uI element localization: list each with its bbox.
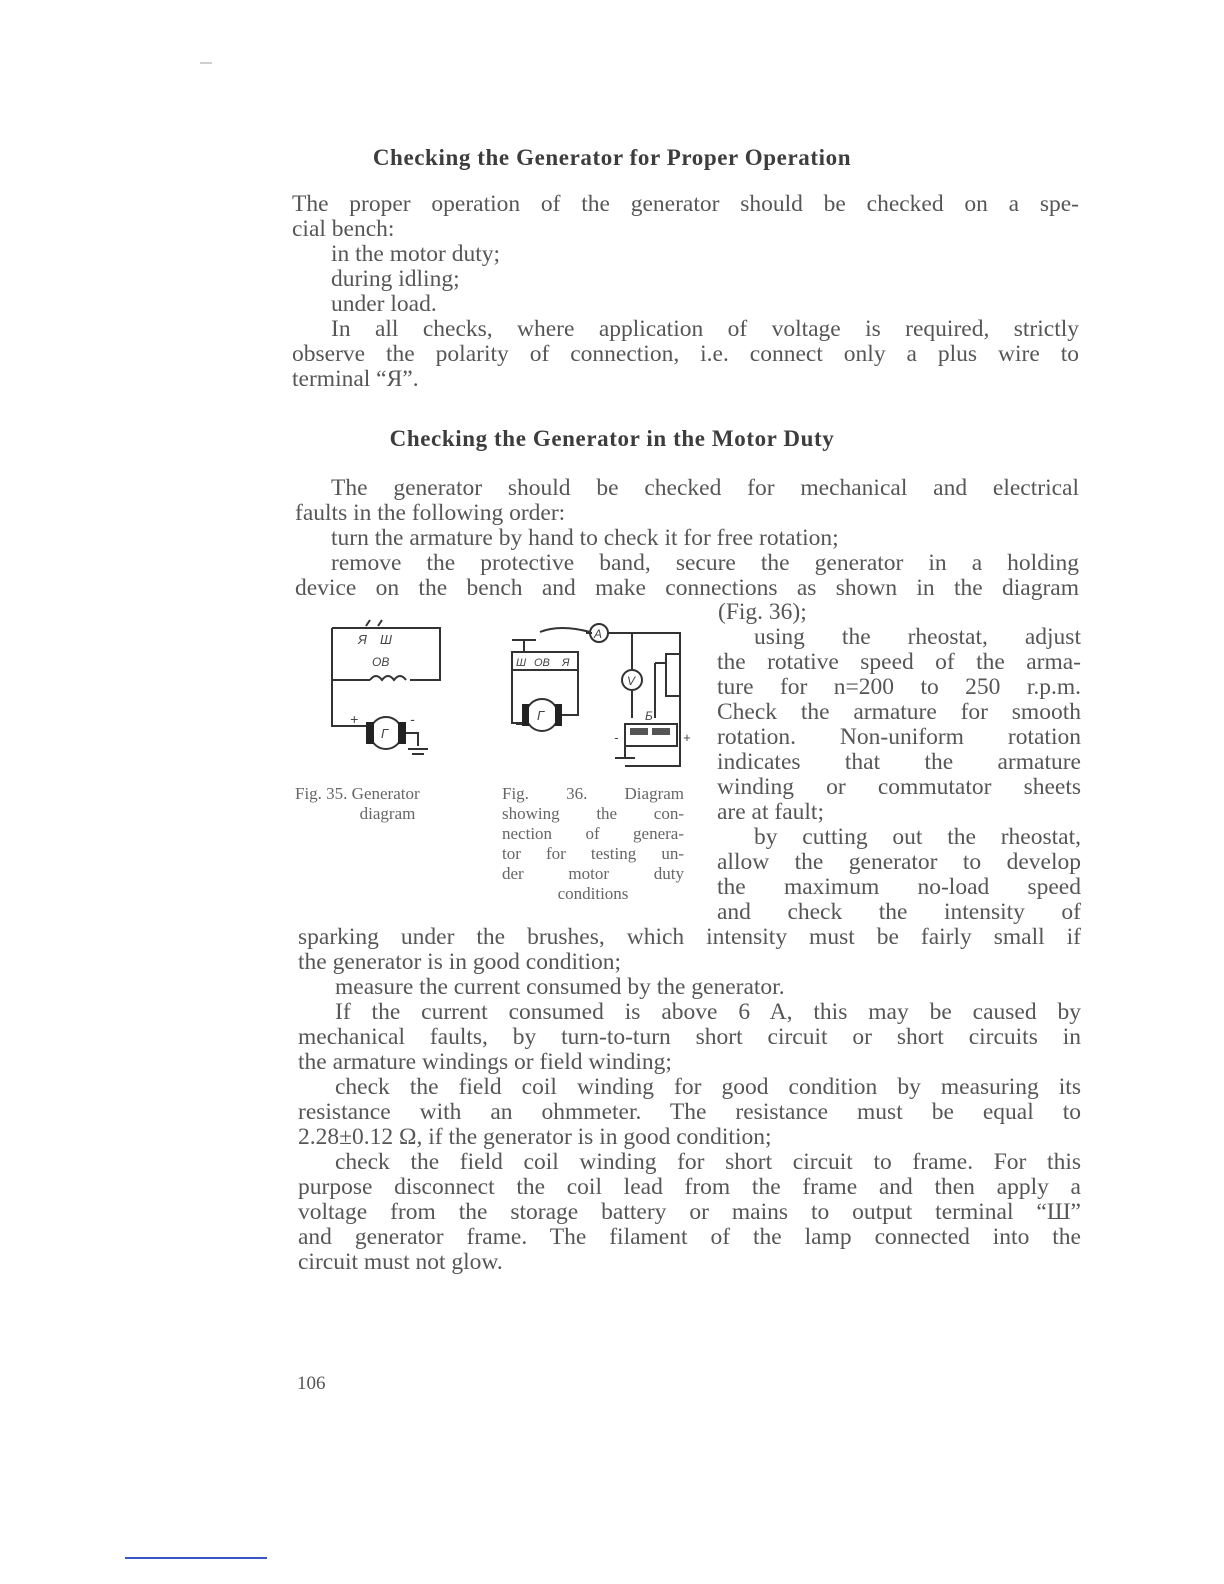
- heading-proper-operation: Checking the Generator for Proper Operation: [372, 145, 852, 170]
- fig35-label-minus: -: [410, 711, 415, 727]
- intro-line: in the motor duty;: [331, 241, 501, 267]
- body-line: sparking under the brushes, which intensity must be fairly small if: [298, 924, 1081, 950]
- fig36-label-v: V: [627, 674, 636, 688]
- side-line: the maximum no-load speed: [717, 874, 1081, 900]
- side-line: allow the generator to develop: [717, 849, 1081, 875]
- motor-line: device on the bench and make connections as shown in the diagram: [295, 575, 1079, 601]
- fig36-svg: [500, 618, 695, 768]
- body-line: check the field coil winding for good condition by measuring its: [335, 1074, 1081, 1100]
- body-line: the generator is in good condition;: [298, 949, 622, 975]
- body-line: check the field coil winding for short circuit to frame. For this: [335, 1149, 1081, 1175]
- side-line: indicates that the armature: [717, 749, 1081, 775]
- intro-line: during idling;: [331, 266, 460, 292]
- fig35-label-plus: +: [350, 711, 359, 727]
- figure-35-generator-diagram: [320, 618, 460, 768]
- caption-line: der motor duty: [502, 864, 684, 883]
- intro-line: terminal “Я”.: [292, 366, 419, 392]
- side-line: Check the armature for smooth: [717, 699, 1081, 725]
- body-line: voltage from the storage battery or mains to output terminal “Ш”: [298, 1199, 1081, 1225]
- side-line: the rotative speed of the arma-: [717, 649, 1081, 675]
- side-line: rotation. Non-uniform rotation: [717, 724, 1081, 750]
- motor-line: remove the protective band, secure the generator in a holding: [331, 550, 1079, 576]
- body-line: the armature windings or field winding;: [298, 1049, 672, 1075]
- footer-rule: [125, 1557, 267, 1559]
- page-number: 106: [297, 1373, 326, 1394]
- motor-line: The generator should be checked for mechanical and electrical: [331, 475, 1079, 501]
- fig36-label-minus: -: [614, 730, 619, 745]
- caption-line: nection of genera-: [502, 824, 684, 843]
- fig36-label-sh: Ш: [516, 657, 527, 669]
- caption-line: diagram: [359, 804, 416, 823]
- side-line: winding or commutator sheets: [717, 774, 1081, 800]
- motor-line: (Fig. 36);: [718, 599, 807, 625]
- caption-line: tor for testing un-: [502, 844, 684, 863]
- fig36-label-ob: ОВ: [534, 657, 550, 669]
- figure-36-caption: [502, 784, 684, 904]
- side-line: ture for n=200 to 250 r.p.m.: [717, 674, 1081, 700]
- body-line: purpose disconnect the coil lead from the frame and then apply a: [298, 1174, 1081, 1200]
- fig35-svg: [320, 618, 460, 768]
- caption-line: Fig. 36. Diagram: [502, 784, 684, 803]
- fig36-label-ya: Я: [562, 657, 570, 669]
- side-line: are at fault;: [717, 799, 824, 825]
- figure-35-caption: [295, 784, 480, 824]
- intro-line: The proper operation of the generator should be checked on a spe-: [292, 191, 1079, 217]
- caption-line: showing the con-: [502, 804, 684, 823]
- scan-speck: [200, 62, 212, 64]
- body-line: 2.28±0.12 Ω, if the generator is in good condition;: [298, 1124, 772, 1150]
- fig36-label-b: Б: [645, 709, 653, 723]
- intro-line: In all checks, where application of voltage is required, strictly: [331, 316, 1079, 342]
- fig35-label-ya: Я: [358, 632, 367, 647]
- side-line: by cutting out the rheostat,: [754, 824, 1081, 850]
- caption-line: Fig. 35. Generator: [295, 784, 420, 803]
- fig35-label-sh: Ш: [380, 632, 392, 647]
- body-line: and generator frame. The filament of the lamp connected into the: [298, 1224, 1081, 1250]
- body-line: mechanical faults, by turn-to-turn short circuit or short circuits in: [298, 1024, 1081, 1050]
- body-line: If the current consumed is above 6 A, this may be caused by: [335, 999, 1081, 1025]
- body-line: measure the current consumed by the generator.: [335, 974, 785, 1000]
- fig35-label-g: Г: [381, 726, 389, 741]
- fig35-label-ob: ОВ: [372, 655, 390, 669]
- body-line: circuit must not glow.: [298, 1249, 503, 1275]
- fig36-label-plus: +: [683, 730, 691, 745]
- motor-line: faults in the following order:: [295, 500, 566, 526]
- body-line: resistance with an ohmmeter. The resistance must be equal to: [298, 1099, 1081, 1125]
- intro-line: cial bench:: [292, 216, 395, 242]
- intro-line: observe the polarity of connection, i.e. connect only a plus wire to: [292, 341, 1079, 367]
- side-line: and check the intensity of: [717, 899, 1081, 925]
- side-line: using the rheostat, adjust: [754, 624, 1081, 650]
- fig36-label-a: A: [594, 627, 603, 641]
- motor-line: turn the armature by hand to check it for free rotation;: [331, 525, 839, 551]
- figure-36-connection-diagram: [500, 618, 695, 768]
- heading-motor-duty: Checking the Generator in the Motor Duty: [389, 426, 835, 451]
- caption-line: conditions: [557, 884, 629, 903]
- fig36-label-g: Г: [537, 708, 545, 723]
- intro-line: under load.: [331, 291, 437, 317]
